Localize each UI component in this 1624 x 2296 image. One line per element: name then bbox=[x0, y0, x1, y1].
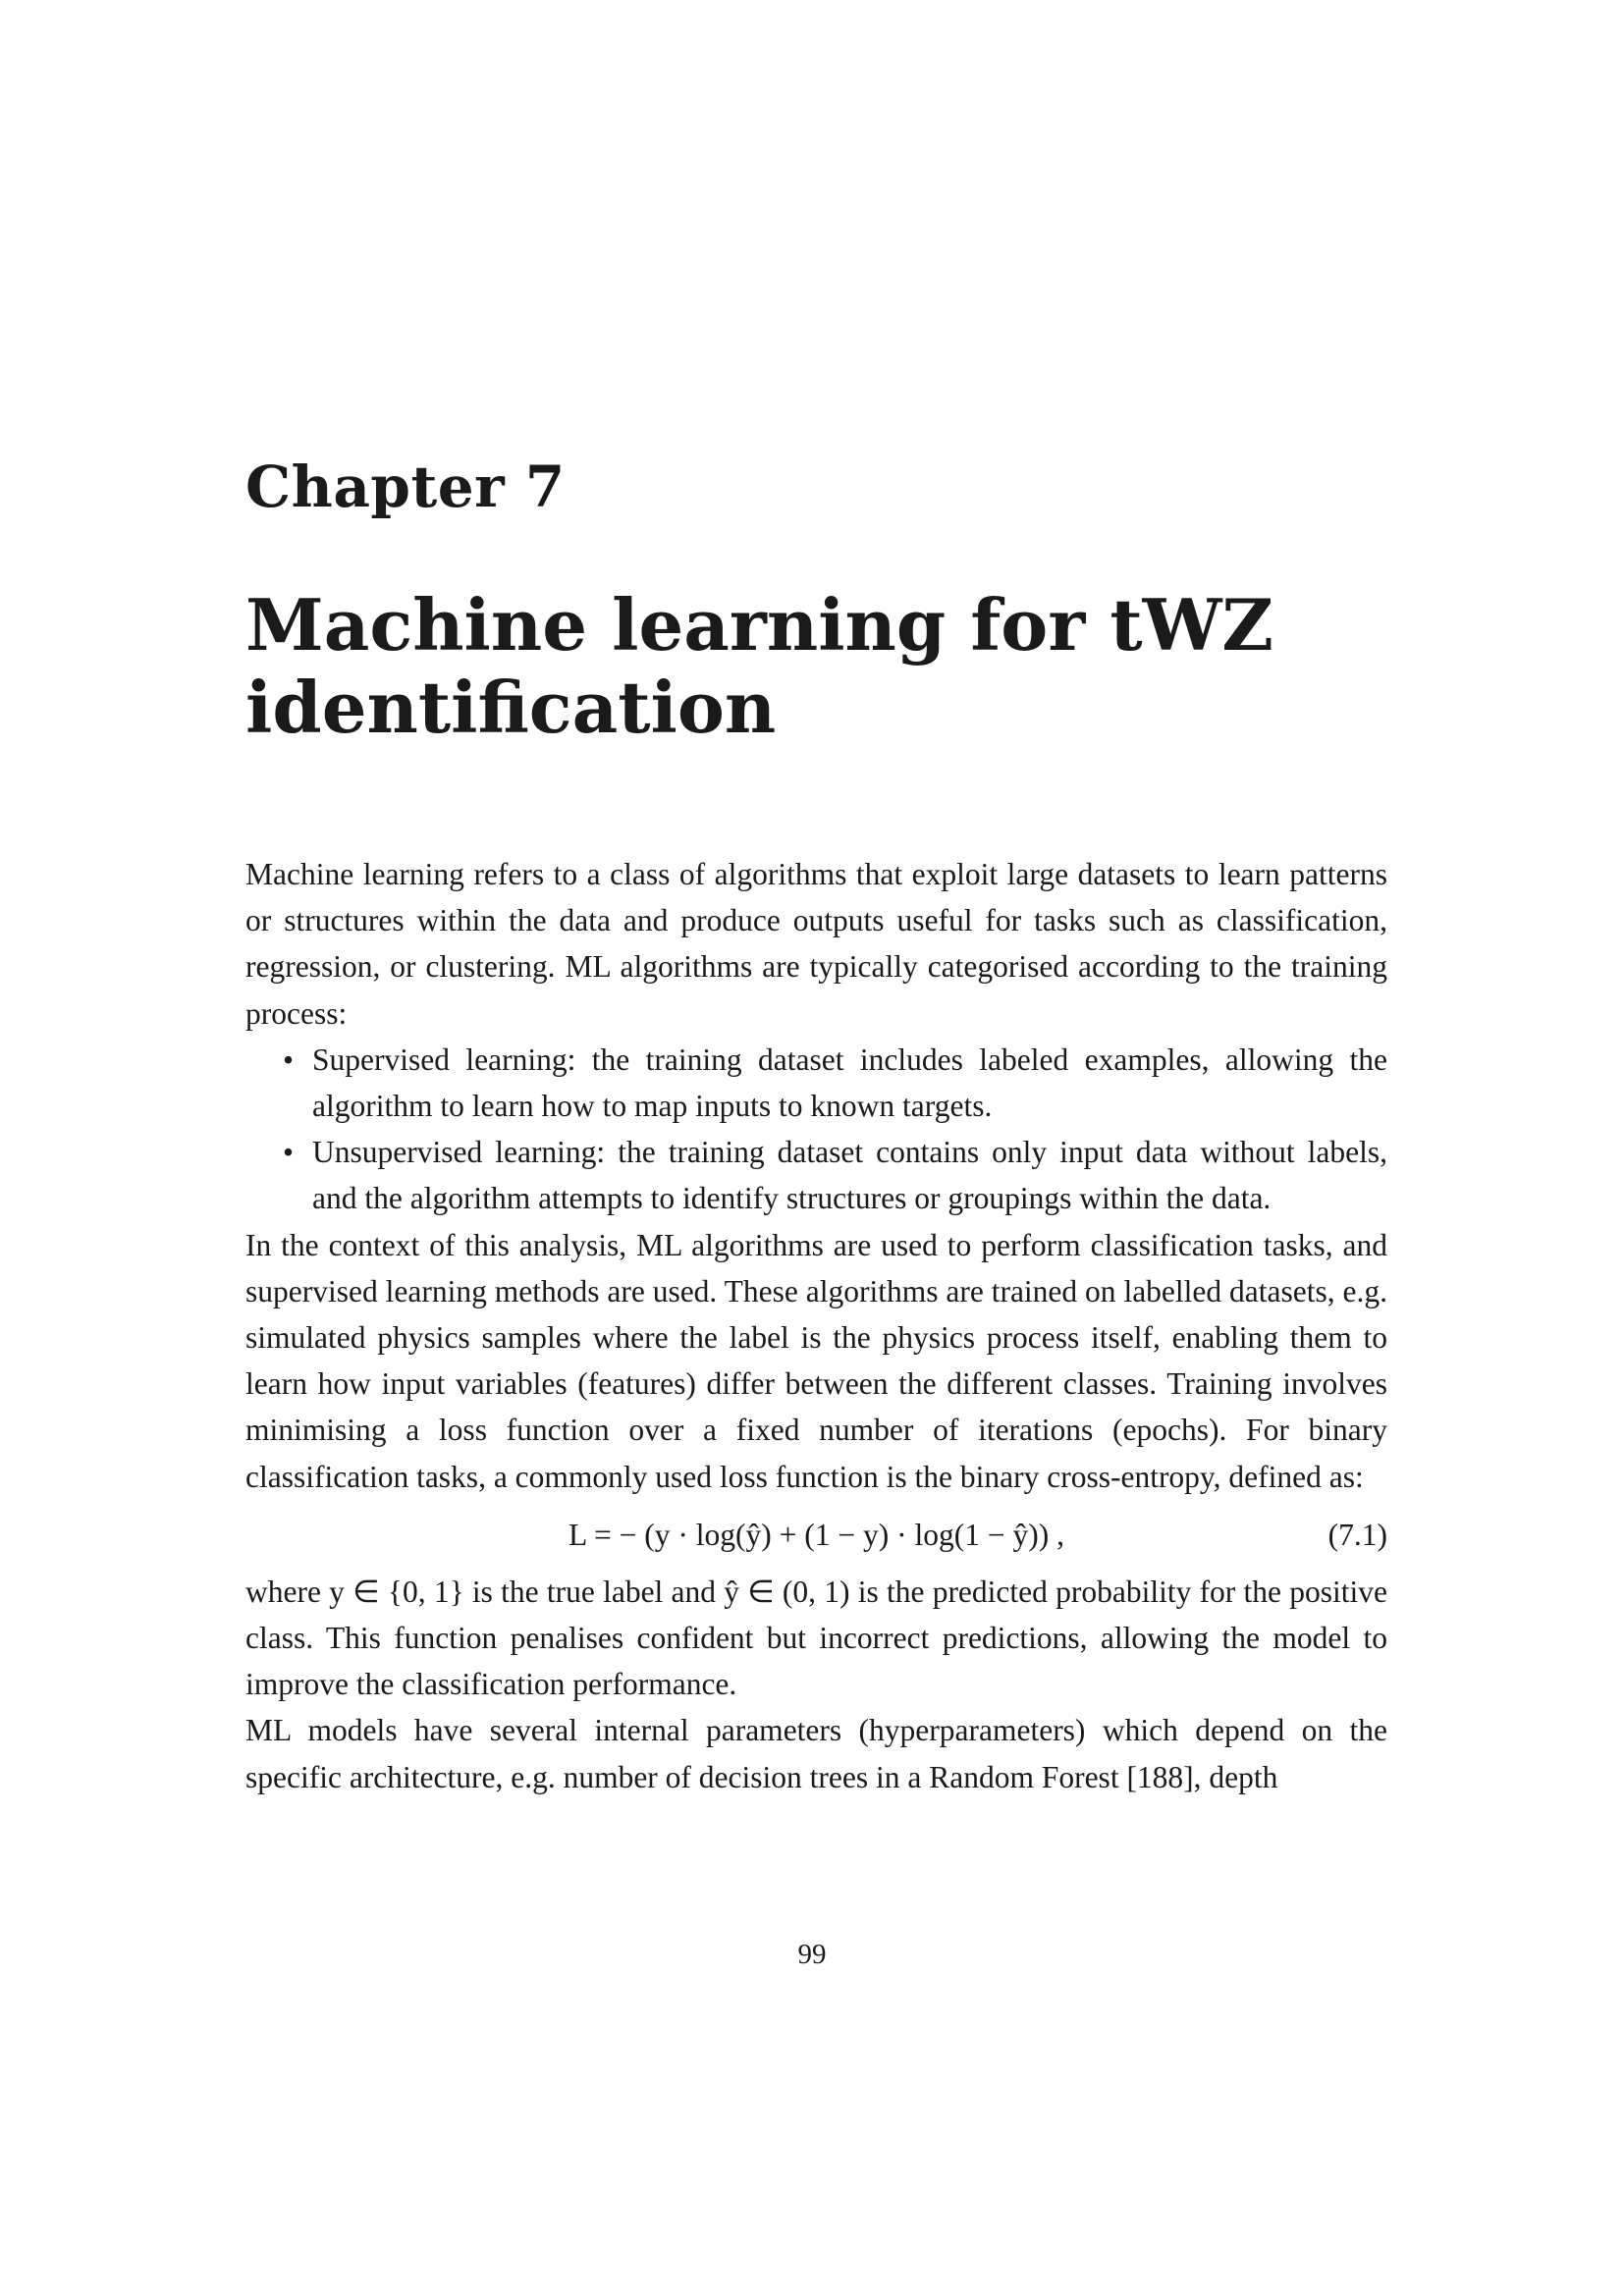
chapter-title-line-1: Machine learning for tWZ bbox=[245, 583, 1273, 667]
bullet-icon: • bbox=[283, 1135, 295, 1170]
chapter-label: Chapter 7 bbox=[245, 454, 566, 520]
equation-number: (7.1) bbox=[1327, 1517, 1387, 1552]
list-item-text: Unsupervised learning: the training dataset contains only input data without labels, and the algorithm attempts to identify structures or groupings within the data. bbox=[312, 1135, 1387, 1216]
page-number: 99 bbox=[797, 1939, 827, 1970]
chapter-title-line-2: identification bbox=[245, 666, 777, 749]
list-item-text: Supervised learning: the training dataset includes labeled examples, allowing the algorithm to learn how to map inputs to known targets. bbox=[312, 1041, 1387, 1124]
body-text bbox=[245, 851, 1387, 1800]
after-equation-paragraph: where y ∈ {0, 1} is the true label and ŷ ∈ (0, 1) is the predicted probability for the positive class. This function penalises confident but incorrect predictions, allowing the model to improve the classification performance. bbox=[245, 1574, 1387, 1702]
equation-formula: L = − (y · log(ŷ) + (1 − y) · log(1 − ŷ)) , bbox=[568, 1517, 1064, 1552]
hyperparameter-paragraph: ML models have several internal parameters (hyperparameters) which depend on the specific architecture, e.g. number of decision trees in a Random Forest [188], depth bbox=[245, 1713, 1387, 1794]
list-item bbox=[283, 1037, 1387, 1129]
intro-paragraph: Machine learning refers to a class of algorithms that exploit large datasets to learn patterns or structures within the data and produce outputs useful for tasks such as classification, regression, or clustering. ML algorithms are typically categorised according to the training process: bbox=[245, 857, 1387, 1031]
learning-types-list bbox=[245, 1037, 1387, 1222]
chapter-title bbox=[245, 584, 1424, 749]
list-item bbox=[283, 1129, 1387, 1221]
bullet-icon: • bbox=[283, 1041, 295, 1077]
equation bbox=[245, 1502, 1387, 1569]
context-paragraph: In the context of this analysis, ML algorithms are used to perform classification tasks, and supervised learning methods are used. These algorithms are trained on labelled datasets, e.g. simulated physics samples where the label is the physics process itself, enabling them to learn how input variables (features) differ between the different classes. Training involves minimising a loss function over a fixed number of iterations (epochs). For binary classification tasks, a commonly used loss function is the binary cross-entropy, defined as: bbox=[245, 1227, 1387, 1494]
